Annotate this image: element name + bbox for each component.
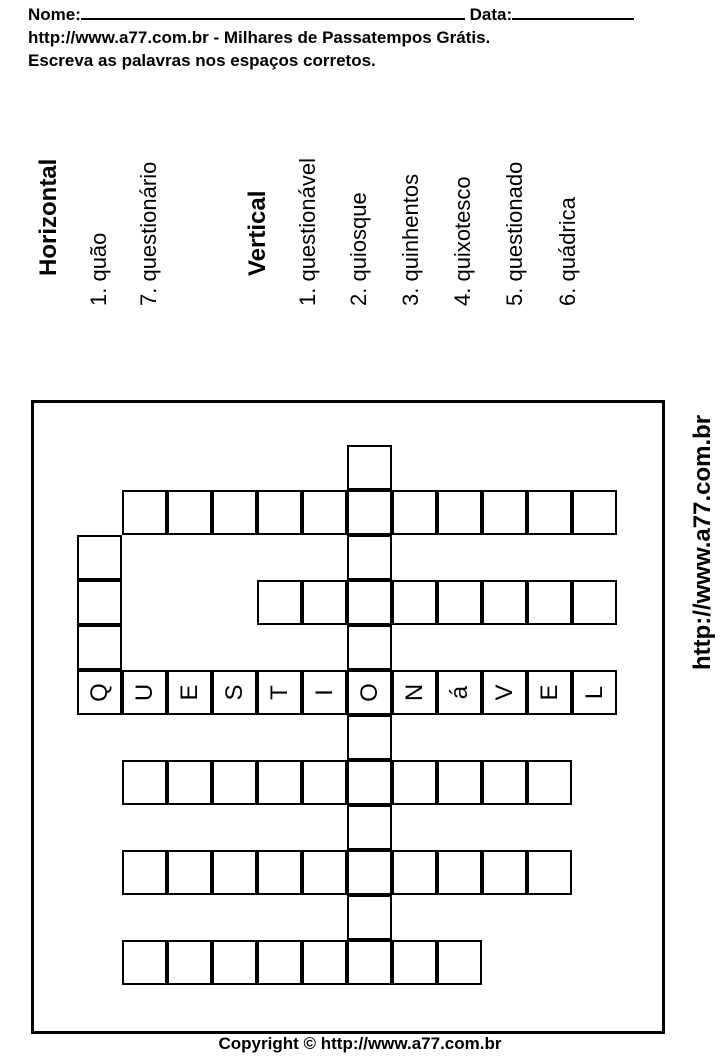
grid-cell[interactable] (482, 580, 527, 625)
cell-letter: á (445, 685, 473, 700)
grid-cell[interactable] (347, 445, 392, 490)
vertical-title: Vertical (244, 190, 271, 276)
grid-cell[interactable] (212, 850, 257, 895)
grid-cell[interactable] (212, 490, 257, 535)
grid-cell[interactable] (212, 670, 257, 715)
grid-cell[interactable] (122, 940, 167, 985)
grid-cell[interactable] (347, 940, 392, 985)
grid-cell[interactable] (302, 850, 347, 895)
grid-cell[interactable] (527, 850, 572, 895)
grid-cell[interactable] (122, 490, 167, 535)
site-line: http://www.a77.com.br - Milhares de Passatempos Grátis. (28, 28, 491, 47)
grid-cell[interactable] (257, 580, 302, 625)
grid-cell[interactable] (302, 490, 347, 535)
grid-cell[interactable] (257, 670, 302, 715)
name-date-line (28, 4, 634, 25)
grid-cell[interactable] (77, 670, 122, 715)
cell-letter: Q (85, 683, 113, 702)
grid-cell[interactable] (347, 760, 392, 805)
grid-cell[interactable] (392, 760, 437, 805)
cell-letter: I (310, 689, 338, 696)
grid-cell[interactable] (572, 580, 617, 625)
grid-cell[interactable] (257, 760, 302, 805)
grid-cell[interactable] (167, 490, 212, 535)
grid-cell[interactable] (437, 940, 482, 985)
grid-cell[interactable] (167, 670, 212, 715)
grid-cell[interactable] (167, 850, 212, 895)
grid-cell[interactable] (482, 760, 527, 805)
grid-cell[interactable] (122, 670, 167, 715)
grid-cell[interactable] (392, 490, 437, 535)
cell-letter: N (400, 683, 428, 702)
grid-cell[interactable] (572, 490, 617, 535)
grid-cell[interactable] (347, 490, 392, 535)
name-blank (81, 4, 465, 20)
grid-cell[interactable] (437, 580, 482, 625)
date-blank (512, 4, 634, 20)
horizontal-clue: 7. questionário (136, 161, 161, 306)
grid-cell[interactable] (482, 490, 527, 535)
grid-cell[interactable] (527, 760, 572, 805)
grid-cell[interactable] (437, 850, 482, 895)
date-label: Data: (469, 5, 513, 24)
cell-letter: O (355, 683, 383, 702)
grid-cell[interactable] (437, 670, 482, 715)
grid-cell[interactable] (302, 580, 347, 625)
vertical-clue: 3. quinhentos (398, 173, 423, 306)
grid-cell[interactable] (212, 940, 257, 985)
cell-letter: U (130, 683, 158, 702)
grid-cell[interactable] (527, 490, 572, 535)
vertical-clue: 1. questionável (295, 158, 320, 306)
name-label: Nome: (28, 5, 81, 24)
grid-cell[interactable] (257, 940, 302, 985)
grid-cell[interactable] (257, 850, 302, 895)
grid-cell[interactable] (347, 715, 392, 760)
cell-letter: T (265, 685, 293, 700)
copyright: Copyright © http://www.a77.com.br (218, 1034, 502, 1053)
grid-cell[interactable] (77, 580, 122, 625)
vertical-clue: 5. questionado (502, 161, 527, 306)
grid-cell[interactable] (77, 625, 122, 670)
grid-cell[interactable] (572, 670, 617, 715)
grid-cell[interactable] (347, 580, 392, 625)
grid-cell[interactable] (482, 670, 527, 715)
grid-cell[interactable] (122, 850, 167, 895)
grid-cell[interactable] (122, 760, 167, 805)
grid-cell[interactable] (527, 670, 572, 715)
grid-cell[interactable] (392, 850, 437, 895)
grid-cell[interactable] (392, 670, 437, 715)
vertical-clue: 6. quádrica (555, 197, 580, 306)
grid-cell[interactable] (302, 940, 347, 985)
side-url: http://www.a77.com.br (689, 414, 716, 670)
grid-cell[interactable] (77, 535, 122, 580)
cell-letter: S (220, 684, 248, 701)
grid-cell[interactable] (347, 535, 392, 580)
cell-letter: L (580, 685, 608, 700)
grid-cell[interactable] (482, 850, 527, 895)
grid-cell[interactable] (347, 805, 392, 850)
horizontal-clue: 1. quão (86, 232, 111, 306)
instruction: Escreva as palavras nos espaços corretos. (28, 51, 376, 70)
cell-letter: V (490, 684, 518, 701)
grid-cell[interactable] (257, 490, 302, 535)
cell-letter: E (535, 684, 563, 701)
grid-cell[interactable] (302, 670, 347, 715)
grid-cell[interactable] (347, 850, 392, 895)
grid-cell[interactable] (437, 490, 482, 535)
grid-cell[interactable] (437, 760, 482, 805)
grid-cell[interactable] (167, 760, 212, 805)
grid-cell[interactable] (347, 670, 392, 715)
grid-cell[interactable] (347, 625, 392, 670)
grid-cell[interactable] (392, 940, 437, 985)
grid-cell[interactable] (212, 760, 257, 805)
grid-cell[interactable] (347, 895, 392, 940)
grid-cell[interactable] (392, 580, 437, 625)
grid-cell[interactable] (527, 580, 572, 625)
grid-cell[interactable] (167, 940, 212, 985)
horizontal-title: Horizontal (35, 158, 62, 276)
vertical-clue: 2. quiosque (346, 192, 371, 306)
cell-letter: E (175, 684, 203, 701)
vertical-clue: 4. quixotesco (450, 176, 475, 306)
grid-cell[interactable] (302, 760, 347, 805)
